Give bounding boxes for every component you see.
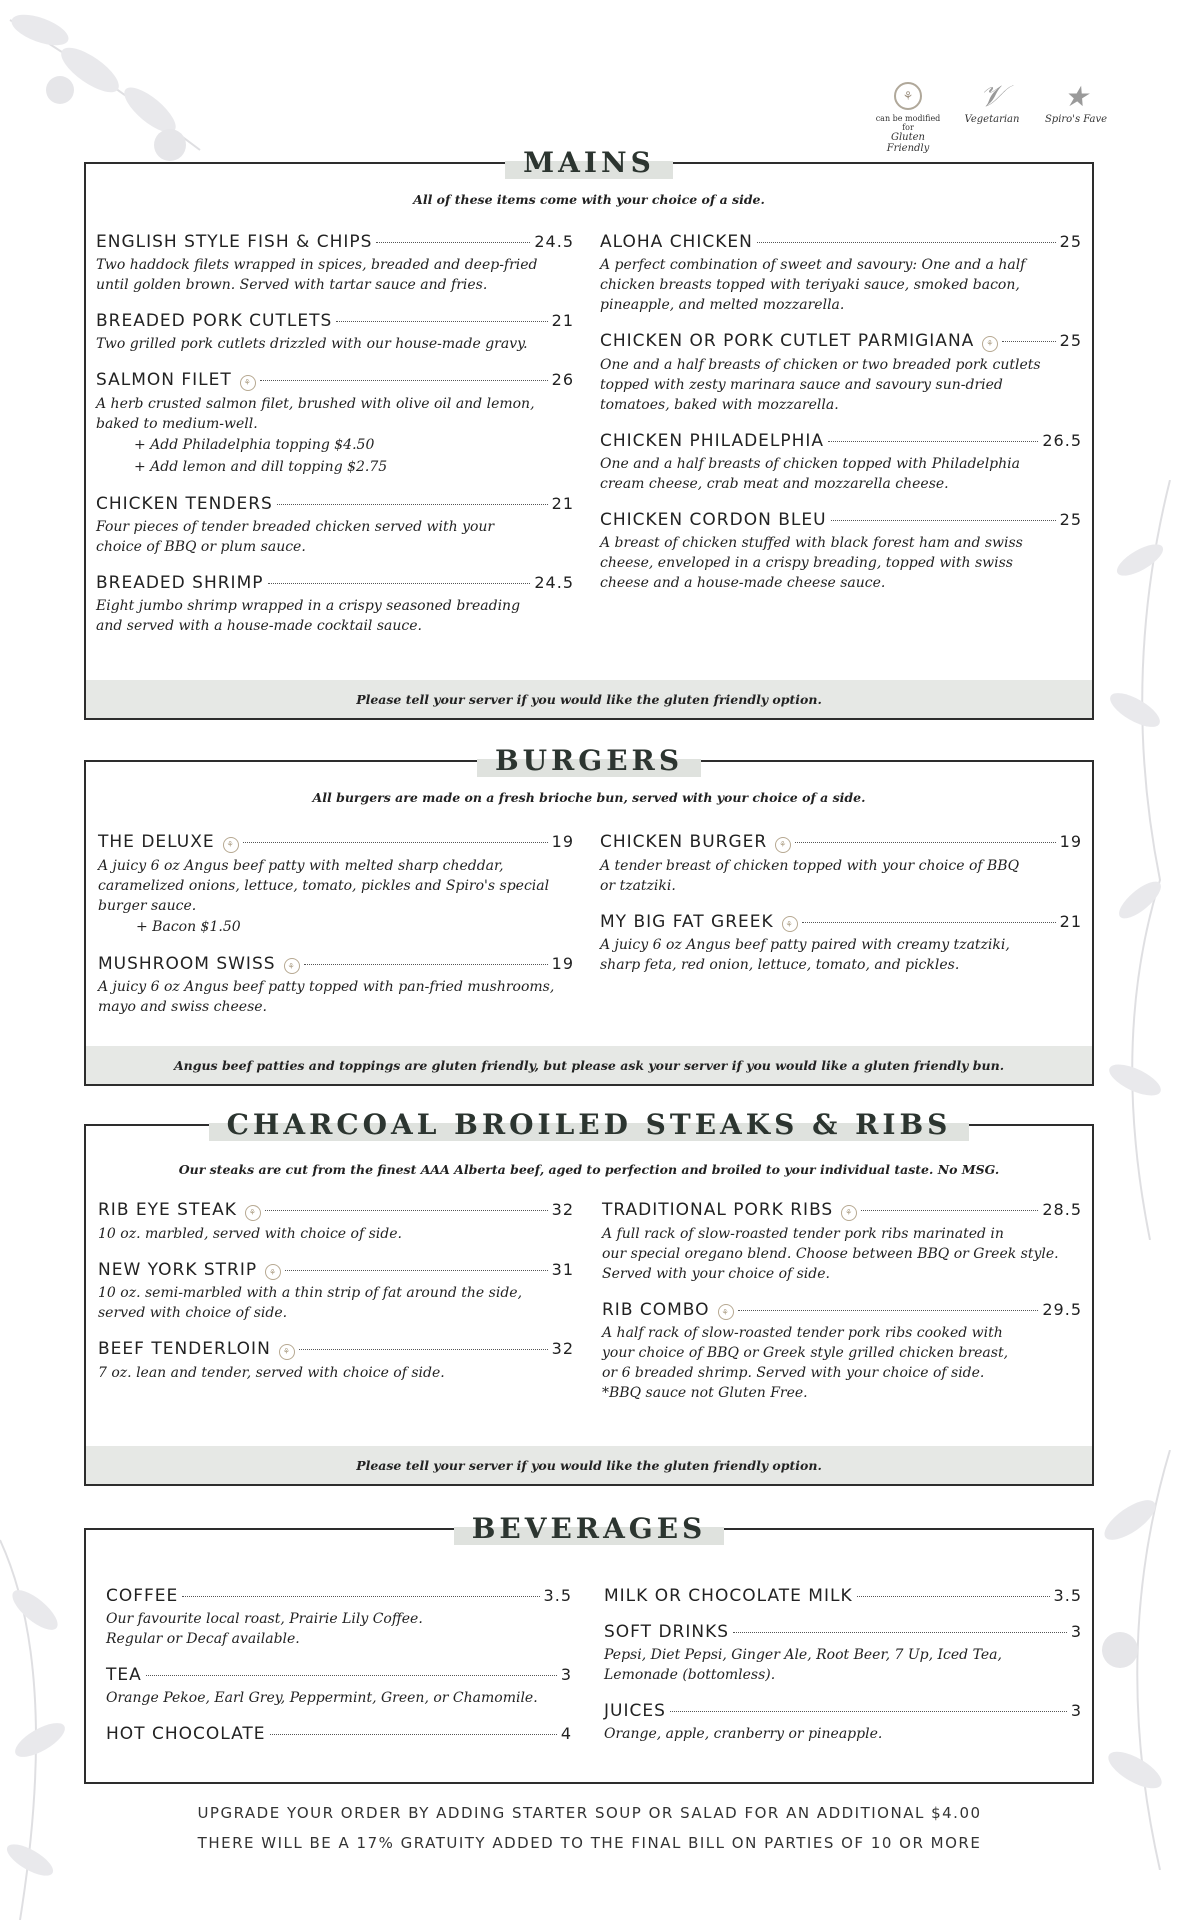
description-line: *BBQ sauce not Gluten Free. xyxy=(602,1385,808,1401)
menu-item xyxy=(106,1665,572,1708)
menu-column-left xyxy=(106,1586,572,1760)
title-rule xyxy=(715,760,1092,762)
menu-item-name: CHICKEN BURGER xyxy=(600,832,768,852)
menu-item xyxy=(600,232,1082,315)
description-line: choice of BBQ or plum sauce. xyxy=(96,538,306,555)
legend-label: can be modified for xyxy=(875,114,941,132)
menu-item-name: ENGLISH STYLE FISH & CHIPS xyxy=(96,232,373,252)
botanical-illustration xyxy=(0,1520,90,1920)
menu-item-name: BEEF TENDERLOIN xyxy=(98,1339,271,1359)
menu-item-description xyxy=(600,255,1082,315)
menu-item-name: BREADED PORK CUTLETS xyxy=(96,311,333,331)
dot-leader xyxy=(243,842,548,843)
menu-item-price: 21 xyxy=(1059,911,1082,931)
menu-item-price: 26.5 xyxy=(1042,430,1082,450)
dot-leader xyxy=(802,922,1056,923)
description-line: Pepsi, Diet Pepsi, Ginger Ale, Root Beer, 7 Up, Iced Tea, xyxy=(604,1647,1002,1663)
menu-item-description xyxy=(98,1283,574,1323)
title-rule xyxy=(983,1124,1092,1126)
menu-item-description xyxy=(602,1323,1082,1403)
menu-item-name: CHICKEN TENDERS xyxy=(96,493,273,514)
menu-item-description xyxy=(106,1609,572,1649)
section-title xyxy=(86,1104,1092,1144)
dot-leader xyxy=(757,242,1056,243)
menu-item-name: BREADED SHRIMP xyxy=(96,572,264,593)
dot-leader xyxy=(304,964,548,965)
title-rule xyxy=(738,1528,1092,1530)
menu-item-name: CHICKEN OR PORK CUTLET PARMIGIANA xyxy=(600,331,975,351)
description-line: chicken breasts topped with teriyaki sauce, smoked bacon, xyxy=(600,277,1020,293)
menu-item xyxy=(604,1701,1082,1744)
menu-item xyxy=(98,832,574,938)
gluten-friendly-icon: ⚘ xyxy=(775,837,791,853)
dot-leader xyxy=(738,1310,1039,1311)
menu-item-description xyxy=(98,856,574,916)
menu-item-price: 21 xyxy=(551,311,574,330)
description-line: and served with a house-made cocktail sauce. xyxy=(96,617,422,634)
menu-item-price: 21 xyxy=(551,493,574,513)
menu-item-name: RIB COMBO xyxy=(602,1299,710,1320)
menu-column-left xyxy=(98,832,574,1033)
menu-item xyxy=(602,1200,1082,1284)
dot-leader xyxy=(795,842,1055,843)
dot-leader xyxy=(670,1711,1067,1712)
menu-item-description xyxy=(600,454,1082,494)
menu-item-name: THE DELUXE xyxy=(98,832,215,852)
description-line: A half rack of slow-roasted tender pork ribs cooked with xyxy=(602,1325,1003,1341)
menu-item-price: 3.5 xyxy=(1053,1586,1082,1605)
beverages-section xyxy=(84,1511,1094,1784)
menu-column-right xyxy=(602,1200,1082,1419)
dot-leader xyxy=(265,1210,548,1211)
description-line: A breast of chicken stuffed with black forest ham and swiss xyxy=(600,534,1023,551)
menu-item-price: 3 xyxy=(1070,1622,1082,1641)
menu-item xyxy=(600,510,1082,593)
menu-item-price: 32 xyxy=(551,1339,574,1358)
menu-item-name: RIB EYE STEAK xyxy=(98,1200,237,1220)
description-line: A tender breast of chicken topped with your choice of BBQ xyxy=(600,857,1020,874)
menu-item-price: 3.5 xyxy=(543,1586,572,1605)
description-line: caramelized onions, lettuce, tomato, pickles and Spiro's special xyxy=(98,877,550,894)
description-line: Four pieces of tender breaded chicken served with your xyxy=(96,518,495,535)
description-line: cream cheese, crab meat and mozzarella cheese. xyxy=(600,475,949,492)
menu-item-description xyxy=(600,355,1082,415)
gluten-friendly-icon: ⚘ xyxy=(841,1205,857,1221)
description-line: One and a half breasts of chicken topped with Philadelphia xyxy=(600,455,1020,472)
menu-item-description xyxy=(600,533,1082,593)
menu-item-price: 4 xyxy=(560,1724,572,1743)
menu-item xyxy=(600,431,1082,494)
description-line: 10 oz. marbled, served with choice of side. xyxy=(98,1225,402,1242)
description-line: A juicy 6 oz Angus beef patty with melted sharp cheddar, xyxy=(98,857,504,874)
description-line: our special oregano blend. Choose between BBQ or Greek style. xyxy=(602,1245,1059,1262)
menu-item-description xyxy=(96,334,574,354)
menu-item-name: TEA xyxy=(106,1665,142,1685)
beverages-title: BEVERAGES xyxy=(471,1511,707,1545)
menu-item-price: 24.5 xyxy=(534,572,574,592)
menu-item xyxy=(98,954,574,1018)
mains-title: MAINS xyxy=(523,145,655,179)
menu-item xyxy=(604,1586,1082,1606)
description-line: Regular or Decaf available. xyxy=(106,1631,300,1647)
description-line: baked to medium-well. xyxy=(96,415,258,432)
menu-item-description xyxy=(96,596,574,636)
menu-item-name: MY BIG FAT GREEK xyxy=(600,911,774,932)
dot-leader xyxy=(336,321,547,322)
menu-item-addon: + Add lemon and dill topping $2.75 xyxy=(134,458,388,475)
footer-upgrade-note: UPGRADE YOUR ORDER BY ADDING STARTER SOUP OR SALAD FOR AN ADDITIONAL $4.00 xyxy=(197,1804,982,1822)
menu-item-name: SOFT DRINKS xyxy=(604,1622,730,1642)
menu-item-name: SALMON FILET xyxy=(96,370,232,390)
menu-item-price: 25 xyxy=(1059,331,1082,350)
gluten-friendly-icon: ⚘ xyxy=(894,82,922,110)
description-line: pineapple, and melted mozzarella. xyxy=(600,297,845,313)
menu-item-description xyxy=(600,935,1082,975)
description-line: cheese and a house-made cheese sauce. xyxy=(600,574,886,591)
menu-item-description xyxy=(98,1363,574,1383)
gluten-friendly-icon: ⚘ xyxy=(240,375,256,391)
dot-leader xyxy=(268,583,531,584)
dot-leader xyxy=(299,1349,548,1350)
menu-item-description xyxy=(602,1224,1082,1284)
gluten-friendly-icon: ⚘ xyxy=(265,1264,281,1280)
footer-gratuity-note: THERE WILL BE A 17% GRATUITY ADDED TO THE FINAL BILL ON PARTIES OF 10 OR MORE xyxy=(197,1834,982,1852)
menu-item-description xyxy=(96,255,574,295)
menu-item-name: CHICKEN PHILADELPHIA xyxy=(600,430,825,451)
menu-item xyxy=(98,1260,574,1324)
menu-item-name: CHICKEN CORDON BLEU xyxy=(600,509,827,530)
gluten-friendly-icon: ⚘ xyxy=(284,958,300,974)
description-line: Eight jumbo shrimp wrapped in a crispy seasoned breading xyxy=(96,597,521,614)
menu-item-price: 29.5 xyxy=(1042,1299,1082,1319)
menu-item xyxy=(96,311,574,354)
star-icon: ★ xyxy=(1063,79,1089,113)
gluten-friendly-icon: ⚘ xyxy=(223,837,239,853)
description-line: Our favourite local roast, Prairie Lily Coffee. xyxy=(106,1611,423,1627)
menu-item-name: MILK OR CHOCOLATE MILK xyxy=(604,1586,853,1606)
menu-item-price: 19 xyxy=(551,953,574,973)
menu-column-right xyxy=(600,232,1082,609)
menu-item-description xyxy=(604,1724,1082,1744)
burgers-title: BURGERS xyxy=(494,743,684,777)
section-note: Angus beef patties and toppings are gluten friendly, but please ask your server if you would like a gluten friendly bun. xyxy=(86,1046,1092,1084)
menu-column-right xyxy=(604,1586,1082,1760)
menu-item-description xyxy=(96,517,574,557)
section-intro: All burgers are made on a fresh brioche bun, served with your choice of a side. xyxy=(312,790,866,805)
menu-item-name: JUICES xyxy=(604,1701,666,1721)
gluten-friendly-icon: ⚘ xyxy=(718,1304,734,1320)
description-line: One and a half breasts of chicken or two breaded pork cutlets xyxy=(600,356,1041,373)
dot-leader xyxy=(260,380,548,381)
title-rule xyxy=(86,1124,195,1126)
description-line: Orange Pekoe, Earl Grey, Peppermint, Green, or Chamomile. xyxy=(106,1690,538,1706)
menu-item-name: NEW YORK STRIP xyxy=(98,1259,258,1280)
gluten-friendly-icon: ⚘ xyxy=(782,916,798,932)
legend-label: Spiro's Fave xyxy=(1044,114,1108,125)
menu-item xyxy=(604,1622,1082,1685)
menu-item-name: COFFEE xyxy=(106,1586,179,1606)
menu-item-description xyxy=(604,1645,1082,1685)
mains-section xyxy=(84,145,1094,720)
dot-leader xyxy=(376,242,530,243)
menu-item xyxy=(98,1339,574,1383)
menu-item xyxy=(600,832,1082,896)
dot-leader xyxy=(861,1210,1038,1211)
description-line: your choice of BBQ or Greek style grilled chicken breast, xyxy=(602,1345,1009,1361)
vegetarian-icon: 𝒱 xyxy=(979,78,1005,114)
description-line: tomatoes, baked with mozzarella. xyxy=(600,396,839,413)
section-intro: All of these items come with your choice of a side. xyxy=(413,192,765,207)
section-title xyxy=(86,142,1092,182)
menu-item xyxy=(96,573,574,636)
description-line: mayo and swiss cheese. xyxy=(98,999,267,1015)
menu-column-left xyxy=(98,1200,574,1399)
menu-item-description xyxy=(600,856,1082,896)
menu-item xyxy=(602,1300,1082,1404)
menu-item-price: 32 xyxy=(551,1200,574,1219)
burgers-section xyxy=(84,743,1094,1086)
description-line: Two grilled pork cutlets drizzled with our house-made gravy. xyxy=(96,336,528,352)
steaks-section xyxy=(84,1107,1094,1486)
menu-item-price: 24.5 xyxy=(534,232,574,251)
section-note: Please tell your server if you would like the gluten friendly option. xyxy=(86,680,1092,718)
dot-leader xyxy=(857,1596,1050,1597)
menu-item-price: 28.5 xyxy=(1042,1200,1082,1219)
menu-item-price: 26 xyxy=(551,370,574,389)
menu-item xyxy=(96,232,574,295)
description-line: burger sauce. xyxy=(98,897,197,914)
menu-item-description xyxy=(96,394,574,434)
legend-label: Vegetarian xyxy=(964,114,1020,125)
menu-item-price: 25 xyxy=(1059,232,1082,251)
description-line: A full rack of slow-roasted tender pork ribs marinated in xyxy=(602,1225,1004,1242)
menu-item xyxy=(106,1586,572,1649)
dot-leader xyxy=(831,520,1056,521)
description-line: A juicy 6 oz Angus beef patty paired with creamy tzatziki, xyxy=(600,937,1010,953)
section-note: Please tell your server if you would like the gluten friendly option. xyxy=(86,1446,1092,1484)
menu-item-price: 25 xyxy=(1059,509,1082,529)
description-line: or tzatziki. xyxy=(600,877,676,894)
description-line: Orange, apple, cranberry or pineapple. xyxy=(604,1726,883,1742)
description-line: A juicy 6 oz Angus beef patty topped with pan-fried mushrooms, xyxy=(98,979,555,995)
description-line: or 6 breaded shrimp. Served with your choice of side. xyxy=(602,1365,985,1381)
dot-leader xyxy=(146,1675,557,1676)
description-line: Served with your choice of side. xyxy=(602,1265,830,1282)
gluten-friendly-icon: ⚘ xyxy=(982,336,998,352)
menu-item-name: ALOHA CHICKEN xyxy=(600,232,753,252)
dot-leader xyxy=(828,441,1038,442)
menu-item-name: HOT CHOCOLATE xyxy=(106,1724,266,1744)
menu-item-price: 19 xyxy=(551,832,574,851)
title-rule xyxy=(86,760,463,762)
menu-item-price: 31 xyxy=(551,1259,574,1279)
menu-item xyxy=(106,1724,572,1744)
section-title xyxy=(86,1508,1092,1548)
description-line: Lemonade (bottomless). xyxy=(604,1667,776,1683)
dot-leader xyxy=(270,1734,557,1735)
menu-item xyxy=(600,912,1082,976)
menu-item-price: 3 xyxy=(560,1665,572,1684)
description-line: 10 oz. semi-marbled with a thin strip of fat around the side, xyxy=(98,1285,523,1301)
gluten-friendly-icon: ⚘ xyxy=(279,1344,295,1360)
menu-item-addon: + Bacon $1.50 xyxy=(136,918,241,935)
menu-column-right xyxy=(600,832,1082,991)
botanical-illustration xyxy=(1080,480,1179,1240)
description-line: A herb crusted salmon filet, brushed with olive oil and lemon, xyxy=(96,395,535,412)
menu-item xyxy=(96,370,574,478)
description-line: sharp feta, red onion, lettuce, tomato, and pickles. xyxy=(600,957,960,973)
menu-item xyxy=(96,494,574,557)
menu-item-name: MUSHROOM SWISS xyxy=(98,953,276,974)
menu-item xyxy=(600,331,1082,415)
title-rule xyxy=(687,162,1092,164)
description-line: until golden brown. Served with tartar sauce and fries. xyxy=(96,277,488,293)
steaks-title: CHARCOAL BROILED STEAKS & RIBS xyxy=(226,1107,952,1141)
dot-leader xyxy=(733,1632,1067,1633)
title-rule xyxy=(86,1528,440,1530)
title-rule xyxy=(86,162,491,164)
description-line: A perfect combination of sweet and savoury: One and a half xyxy=(600,257,1026,273)
description-line: Two haddock filets wrapped in spices, breaded and deep-fried xyxy=(96,257,538,273)
description-line: served with choice of side. xyxy=(98,1305,288,1321)
dot-leader xyxy=(1002,341,1055,342)
description-line: cheese, enveloped in a crispy breading, topped with swiss xyxy=(600,554,1013,571)
dot-leader xyxy=(285,1270,548,1271)
menu-item-price: 19 xyxy=(1059,832,1082,851)
menu-item-description xyxy=(98,977,574,1017)
menu-item-addon: + Add Philadelphia topping $4.50 xyxy=(134,436,375,453)
menu-item-description xyxy=(106,1688,572,1708)
description-line: 7 oz. lean and tender, served with choice of side. xyxy=(98,1364,445,1381)
dot-leader xyxy=(277,504,548,505)
section-title xyxy=(86,740,1092,780)
menu-item xyxy=(98,1200,574,1244)
dot-leader xyxy=(182,1596,539,1597)
menu-column-left xyxy=(96,232,574,652)
menu-item-price: 3 xyxy=(1070,1701,1082,1720)
gluten-friendly-icon: ⚘ xyxy=(245,1205,261,1221)
section-intro: Our steaks are cut from the finest AAA Alberta beef, aged to perfection and broiled to your individual taste. No MSG. xyxy=(178,1162,1000,1177)
legend-label: Gluten Friendly xyxy=(886,132,930,154)
menu-item-name: TRADITIONAL PORK RIBS xyxy=(602,1200,834,1220)
menu-item-description xyxy=(98,1224,574,1244)
description-line: topped with zesty marinara sauce and savoury sun-dried xyxy=(600,376,1003,393)
